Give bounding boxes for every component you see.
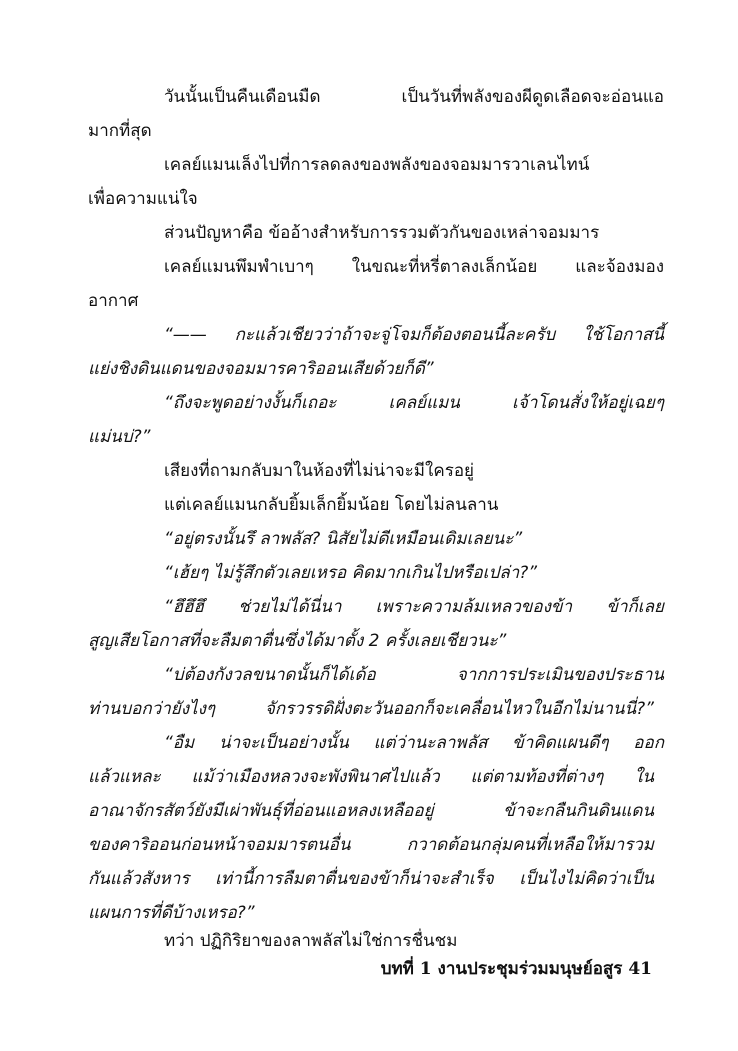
dialogue-line: อาณาจักรสัตว์ยังมีเผ่าพันธุ์ที่อ่อนแอหลงเหลืออยู่ ข้าจะกลืนกินดินแดน <box>88 801 654 821</box>
dialogue-line: กันแล้วสังหาร เท่านี้การลืมตาตื่นของข้าก็น่าจะสำเร็จ เป็นไงไม่คิดว่าเป็น <box>88 869 654 889</box>
text-line: เสียงที่ถามกลับมาในห้องที่ไม่น่าจะมีใครอยู่ <box>164 461 474 481</box>
dialogue-line: “อืม น่าจะเป็นอย่างนั้น แต่ว่านะลาพลัส ข้าคิดแผนดีๆ ออก <box>164 733 664 753</box>
text-line: เพื่อความแน่ใจ <box>88 189 198 209</box>
text-line: ทว่า ปฏิกิริยาของลาพลัสไม่ใช่การชื่นชม <box>164 931 458 951</box>
page-footer: บทที่ 1 งานประชุมร่วมมนุษย์อสูร 41 <box>380 959 652 979</box>
text-line: เคลย์แมนเล็งไปที่การลดลงของพลังของจอมมารวาเลนไทน์ <box>164 155 590 175</box>
dialogue-line: ท่านบอกว่ายังไงๆ จักรวรรดิฝั่งตะวันออกก็จะเคลื่อนไหวในอีกไม่นานนี่?” <box>88 699 654 719</box>
dialogue-line: “บ่ต้องกังวลขนาดนั้นก็ได้เด้อ จากการประเมินของประธาน <box>164 665 664 685</box>
dialogue-line: แม่นบ่?” <box>88 427 151 447</box>
dialogue-line: “เฮ้ยๆ ไม่รู้สึกตัวเลยเหรอ คิดมากเกินไปหรือเปล่า?” <box>164 563 538 583</box>
dialogue-line: แผนการที่ดีบ้างเหรอ?” <box>88 903 255 923</box>
text-line: มากที่สุด <box>88 121 152 141</box>
dialogue-line: “—— กะแล้วเชียวว่าถ้าจะจู่โจมก็ต้องตอนนี้ละครับ ใช้โอกาสนี้ <box>164 325 664 345</box>
dialogue-line: แล้วแหละ แม้ว่าเมืองหลวงจะพังพินาศไปแล้ว แต่ตามท้องที่ต่างๆ ใน <box>88 767 654 787</box>
dialogue-line: ของคาริออนก่อนหน้าจอมมารตนอื่น กวาดต้อนกลุ่มคนที่เหลือให้มารวม <box>88 835 654 855</box>
dialogue-line: แย่งชิงดินแดนของจอมมารคาริออนเสียด้วยก็ดี” <box>88 359 434 379</box>
text-line: แต่เคลย์แมนกลับยิ้มเล็กยิ้มน้อย โดยไม่ลนลาน <box>164 495 499 515</box>
text-line: วันนั้นเป็นคืนเดือนมืด เป็นวันที่พลังของผีดูดเลือดจะอ่อนแอ <box>164 87 664 107</box>
dialogue-line: “อยู่ตรงนั้นรึ ลาพลัส? นิสัยไม่ดีเหมือนเดิมเลยนะ” <box>164 529 523 549</box>
dialogue-line: “ถึงจะพูดอย่างงั้นก็เถอะ เคลย์แมน เจ้าโดนสั่งให้อยู่เฉยๆ <box>164 393 664 413</box>
text-line: ส่วนปัญหาคือ ข้ออ้างสำหรับการรวมตัวกันของเหล่าจอมมาร <box>164 223 600 243</box>
dialogue-line: “ฮึฮึฮึ ช่วยไม่ได้นี่นา เพราะความล้มเหลวของข้า ข้าก็เลย <box>164 597 664 617</box>
text-line: เคลย์แมนพึมพำเบาๆ ในขณะที่หรี่ตาลงเล็กน้อย และจ้องมอง <box>164 257 664 277</box>
text-line: อากาศ <box>88 291 139 311</box>
dialogue-line: สูญเสียโอกาสที่จะลืมตาตื่นซึ่งได้มาตั้ง 2 ครั้งเลยเชียวนะ” <box>88 631 507 651</box>
